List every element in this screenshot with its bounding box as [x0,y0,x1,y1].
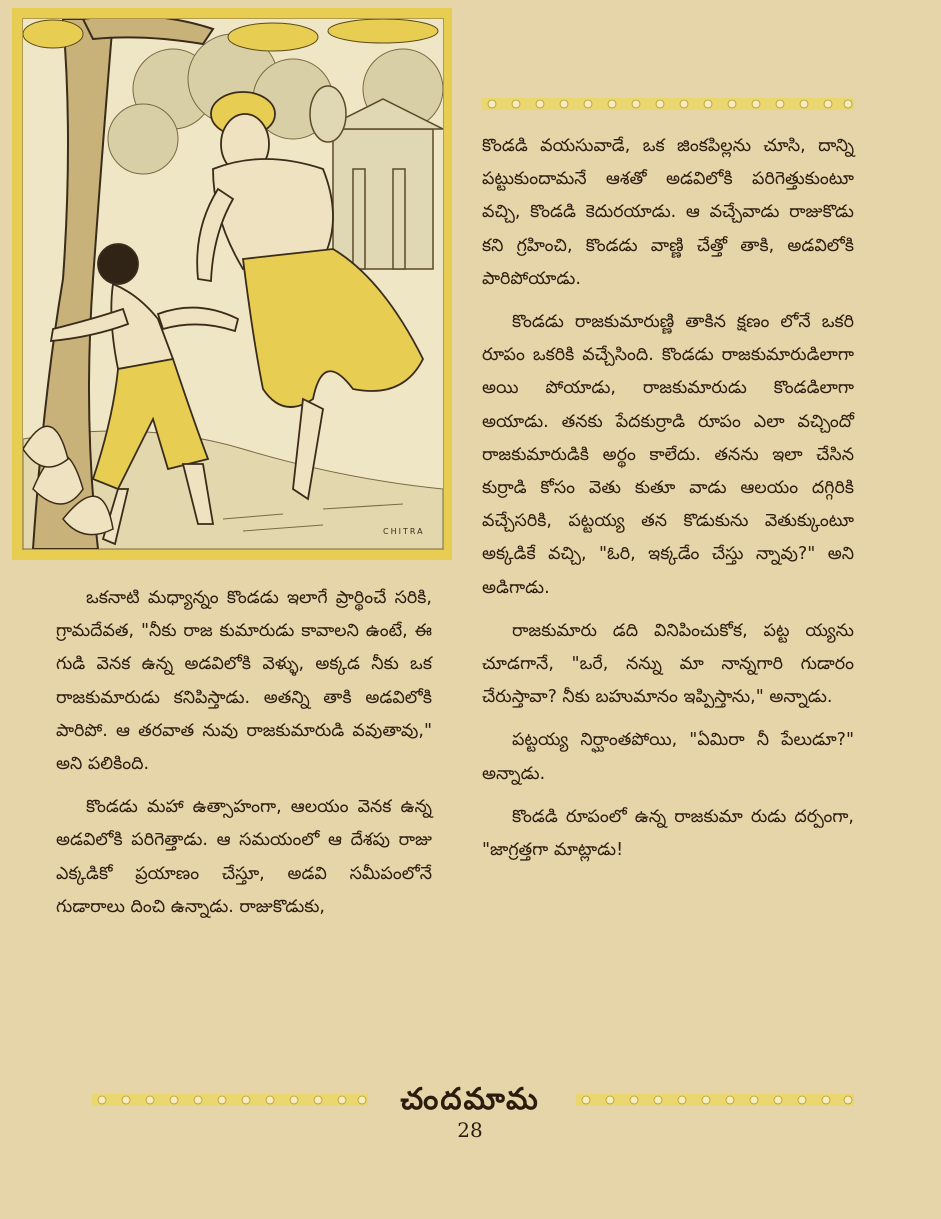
decorative-border-top [482,96,854,112]
paragraph: రాజకుమారు డది వినిపించుకోక, పట్ట య్యను చూడగానే, "ఒరే, నన్ను మా నాన్నగారి గుడారం చేరుస్తావా? నీకు బహుమానం ఇప్పిస్తాను," అన్నాడు. [482,620,854,708]
paragraph: కొండడు మహా ఉత్సాహంగా, ఆలయం వెనక ఉన్న అడవిలోకి పరిగెత్తాడు. ఆ సమయంలో ఆ దేశపు రాజు ఎక్కడికో ప్రయాణం చేస్తూ, అడవి సమీపంలోనే గుడారాలు దించి ఉన్నాడు. రాజుకొడుకు, [56,797,432,917]
page-number: 28 [457,1118,483,1142]
paragraph: కొండడి వయసువాడే, ఒక జింకపిల్లను చూసి, దాన్ని పట్టుకుందామనే ఆశతో అడవిలోకి పరిగెత్తుకుంటూ వచ్చి, కొండడి కెదురయాడు. ఆ వచ్చేవాడు రాజుకొడు కని గ్రహించి, కొండడు వాణ్ణి చేత్తో తాకి, అడవిలోకి పారిపోయాడు. [482,136,854,289]
text-column-right [482,130,854,877]
text-column-left [56,582,432,934]
paragraph: కొండడు రాజకుమారుణ్ణి తాకిన క్షణం లోనే ఒకరి రూపం ఒకరికి వచ్చేసింది. కొండడు రాజకుమారుడిలాగా అయి పోయాడు, రాజకుమారుడు కొండడిలాగా అయాడు. తనకు పేదకుర్రాడి రూపం ఎలా వచ్చిందో రాజకుమారుడికి అర్థం కాలేదు. తనను ఇలా చేసిన కుర్రాడి కోసం వెతు కుతూ వాడు ఆలయం దగ్గిరికి వచ్చేసరికి, పట్టయ్య తన కొడుకును వెతుక్కుంటూ అక్కడికే వచ్చి, "ఓరి, ఇక్కడేం చేస్తు న్నావు?" అని అడిగాడు. [482,312,854,598]
illustrator-signature: CHITRA [383,527,425,536]
illustration-drawing [23,19,443,549]
paragraph: కొండడి రూపంలో ఉన్న రాజకుమా రుడు దర్పంగా, "జాగ్రత్తగా మాట్లాడు! [482,806,854,861]
paragraph: ఒకనాటి మధ్యాన్నం కొండడు ఇలాగే ప్రార్థించే సరికి, గ్రామదేవత, "నీకు రాజ కుమారుడు కావాలని ఉంటే, ఈ గుడి వెనక ఉన్న అడవిలోకి వెళ్ళు, అక్కడ నీకు ఒక రాజకుమారుడు కనిపిస్తాడు. అతన్ని తాకి అడవిలోకి పారిపో. ఆ తరవాత నువు రాజకుమారుడి వవుతావు," అని పలికింది. [56,588,432,775]
story-illustration [12,8,452,560]
illustration-frame [22,18,444,550]
paragraph: పట్టయ్య నిర్ఘాంతపోయి, "ఏమిరా నీ పేలుడూ?" అన్నాడు. [482,730,854,784]
decorative-border-footer-right [576,1092,854,1108]
decorative-border-footer-left [92,1092,368,1108]
magazine-title: చందమామ [400,1082,540,1117]
